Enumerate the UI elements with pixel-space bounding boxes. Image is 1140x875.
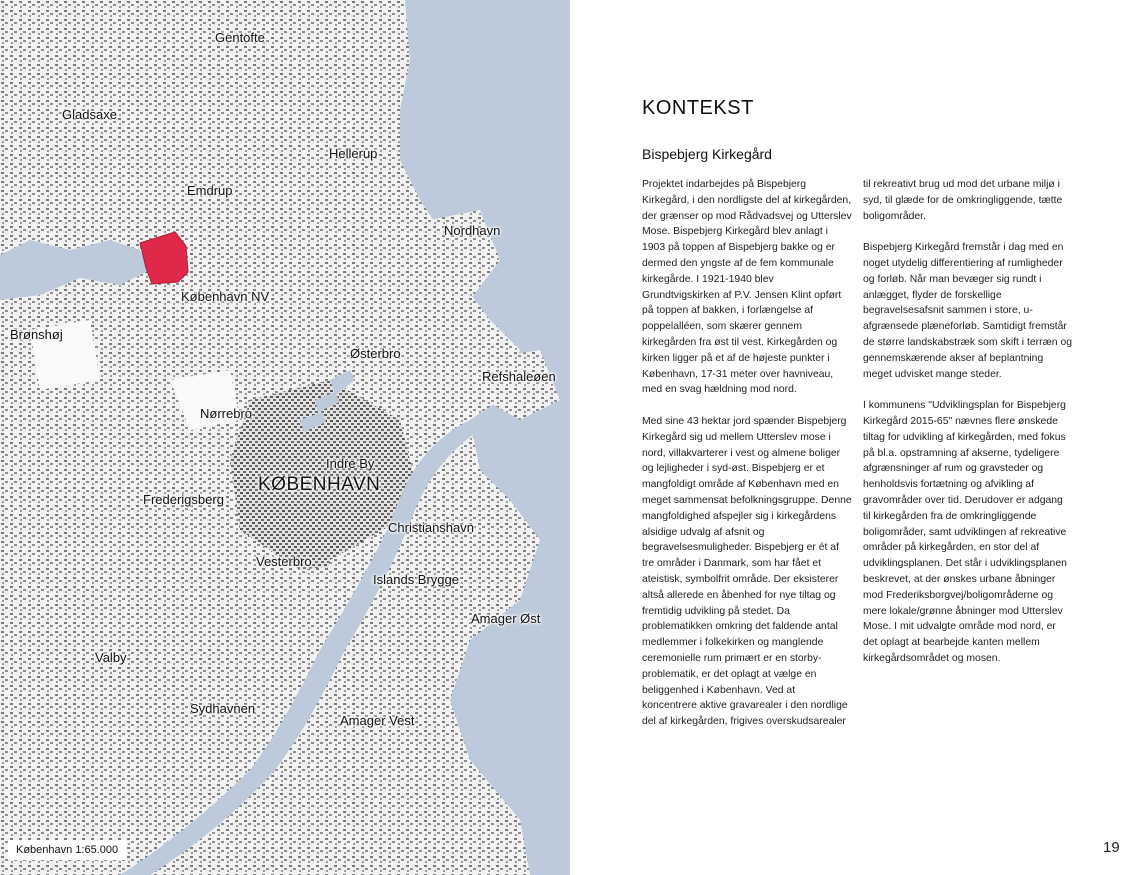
place-label: Gladsaxe (62, 107, 117, 122)
page-number: 19 (1103, 839, 1120, 856)
text-page (570, 0, 1140, 875)
place-label: Amager Vest (340, 713, 415, 728)
place-label: Valby (95, 650, 127, 665)
place-label: Nordhavn (444, 223, 501, 238)
place-label: Østerbro (350, 346, 401, 361)
paragraph: til rekreativt brug ud mod det urbane miljø i syd, til glæde for de omkringliggende, tætte boligområder. (863, 179, 1063, 222)
place-label: Frederigsberg (143, 492, 224, 507)
place-label: Refshaleøen (482, 369, 556, 384)
city-label: KØBENHAVN (258, 474, 381, 495)
place-label: Gentofte (215, 30, 265, 45)
paragraph: Med sine 43 hektar jord spænder Bispebjerg Kirkegård sig ud mellem Utterslev mose i nord, villakvarterer i vest og almene boliger og lejligheder i syd-øst. Bispebjerg er et mangfoldigt område af København med en meget sammensat befolkningsgruppe. Denne mangfoldighed afspejler sig i kirkegårdens alsidige udvalg af afsnit og begravelsesmuligheder. Bispebjerg er ét af tre områder i Danmark, som har fået et ateistisk, symbolfrit område. Der eksisterer altså allerede en åbenhed for nye tiltag og fremtidig udvikling på stedet. Da problematikken omkring det faldende antal medlemmer i folkekirken og manglende ceremonielle rum primært er en storby-problematik, er det oplagt at vælge en beliggenhed i København. Ved at koncentrere aktive gravarealer i den nordlige del af kirkegården, frigives overskudsarealer (642, 415, 852, 728)
paragraph: Bispebjerg Kirkegård fremstår i dag med en noget utydelig differentiering af rumligheder og forløb. Når man bevæger sig rundt i anlægget, flyder de forskellige begravelsesafsnit sammen i store, u-afgrænsede plæneforløb. Samtidigt fremstår de større landskabstræk som skift i terræn og gennemskærende akser af beplantning meget udvisket mange steder. (863, 242, 1073, 380)
place-label: Emdrup (187, 183, 233, 198)
text-column-left (642, 177, 852, 746)
place-label: Hellerup (329, 146, 378, 161)
place-label: Islands Brygge (373, 572, 459, 587)
place-label: Vesterbro (256, 554, 312, 569)
paragraph: I kommunens "Udviklingsplan for Bispebjerg Kirkegård 2015-65" nævnes flere ønskede tiltag for udvikling af kirkegården, med fokus på bl.a. opstramning af akserne, tydeligere afgrænsninger af rum og gravsteder og henholdsvis fortætning og afvikling af gravområder over tid. Derudover er adgang til kirkegården fra de omkringliggende boligområder, samt udviklingen af rekreative områder på kirkegården, en stor del af udviklingsplanen. Det står i udviklingsplanen beskrevet, at der ønskes urbane åbninger mod Frederiksborgvej/boligområderne og mere lokale/grønne åbninger mod Utterslev Mose. I mit udvalgte område mod nord, er det oplagt at bearbejde kanten mellem kirkegårdsområdet og mosen. (863, 400, 1067, 664)
place-label: Brønshøj (10, 327, 63, 342)
place-label: København NV (181, 289, 270, 304)
place-label: Christianshavn (388, 520, 474, 535)
paragraph: Projektet indarbejdes på Bispebjerg Kirkegård, i den nordligste del af kirkegården, der grænser op mod Rådvadsvej og Utterslev Mose. Bispebjerg Kirkegård blev anlagt i 1903 på toppen af Bispebjerg bakke og er dermed den yngste af de fem kommunale kirkegårde. I 1921-1940 blev Grundtvigskirken af P.V. Jensen Klint opført på toppen af bakken, i forlængelse af poppelalléen, som skærer gennem kirkegården fra øst til vest. Kirkegården og kirken ligger på et af de højeste punkter i København, 17-31 meter over havniveau, med en svag hældning mod nord. (642, 179, 852, 396)
place-label: Nørrebro (200, 406, 253, 421)
map-scale-label: København 1:65.000 (8, 840, 126, 860)
place-label: Amager Øst (471, 611, 541, 626)
place-label: Sydhavnen (190, 701, 256, 716)
page-title: KONTEKST (642, 97, 754, 119)
section-title: Bispebjerg Kirkegård (642, 146, 772, 162)
place-label: Indre By (326, 456, 375, 471)
text-column-right (863, 177, 1073, 683)
